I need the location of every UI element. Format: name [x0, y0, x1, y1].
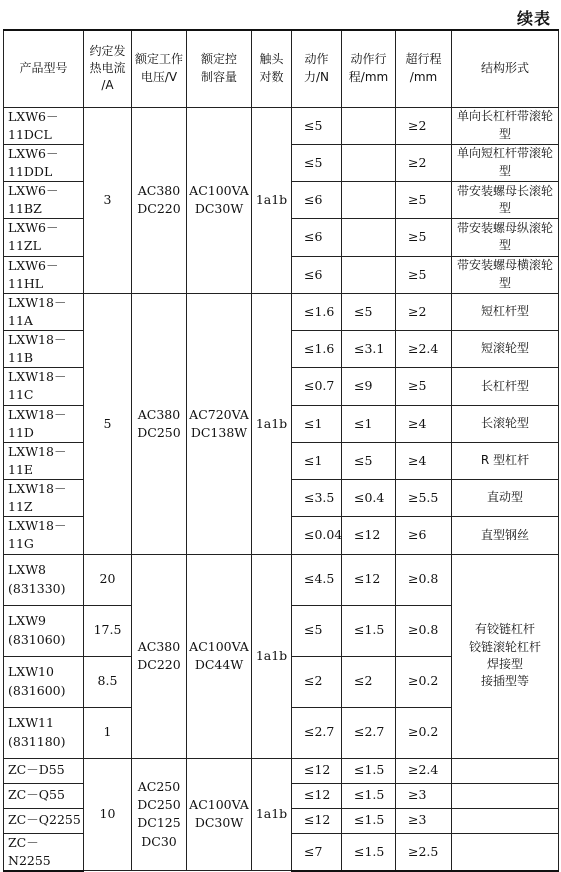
model-cell-line: (831330)	[8, 580, 66, 596]
model-cell-line: (831600)	[8, 682, 66, 698]
force-cell: ≤5	[292, 605, 342, 656]
travel-cell: ≤12	[342, 517, 396, 554]
structure-cell: 直动型	[452, 480, 559, 517]
travel-cell: ≤0.4	[342, 480, 396, 517]
travel-cell: ≤5	[342, 293, 396, 330]
model-cell	[4, 605, 84, 656]
overtravel-cell: ≥4	[396, 442, 452, 479]
continued-label: 续表	[516, 9, 551, 28]
force-cell: ≤5	[292, 107, 342, 144]
model-cell-line: LXW8	[8, 562, 47, 578]
overtravel-cell: ≥0.2	[396, 656, 452, 707]
voltage-cell-line: AC380	[137, 183, 181, 198]
model-cell-line: ZC－D55	[8, 762, 65, 778]
model-cell	[4, 783, 84, 808]
model-cell-line: LXW18－11Z	[8, 481, 67, 515]
model-cell-line: LXW6－11ZL	[8, 220, 59, 254]
capacity-cell	[187, 107, 252, 293]
model-cell	[4, 368, 84, 405]
header-line: 结构形式	[480, 61, 529, 76]
overtravel-cell: ≥2.5	[396, 833, 452, 871]
header-line: 产品型号	[19, 61, 68, 76]
model-cell-line: LXW6－11HL	[8, 257, 59, 291]
header-line: 电压/V	[140, 69, 178, 84]
header-voltage	[132, 30, 187, 107]
travel-cell: ≤9	[342, 368, 396, 405]
force-cell: ≤12	[292, 783, 342, 808]
overtravel-cell: ≥5	[396, 219, 452, 256]
travel-cell: ≤2.7	[342, 707, 396, 758]
model-cell	[4, 144, 84, 181]
header-line: /mm	[409, 69, 438, 84]
capacity-cell-line: AC100VA	[189, 797, 249, 813]
travel-cell: ≤12	[342, 554, 396, 605]
header-contacts	[252, 30, 292, 107]
structure-cell: 单向长杠杆带滚轮型	[452, 107, 559, 144]
model-cell-line: ZC－N2255	[8, 834, 51, 868]
table-row	[4, 293, 559, 330]
structure-cell: R 型杠杆	[452, 442, 559, 479]
travel-cell: ≤5	[342, 442, 396, 479]
force-cell: ≤5	[292, 144, 342, 181]
model-cell-line: LXW18－11G	[8, 518, 67, 552]
model-cell-line: LXW6－11DCL	[8, 108, 59, 142]
structure-cell-line: 铰链滚轮杠杆	[468, 639, 541, 654]
structure-cell: 带安装螺母纵滚轮型	[452, 219, 559, 256]
voltage-cell	[132, 293, 187, 554]
travel-cell	[342, 107, 396, 144]
force-cell: ≤1	[292, 442, 342, 479]
header-line: 程/mm	[348, 69, 389, 84]
structure-cell	[452, 554, 559, 758]
model-cell-line: LXW6－11BZ	[8, 183, 59, 217]
overtravel-cell: ≥0.8	[396, 605, 452, 656]
overtravel-cell: ≥0.2	[396, 707, 452, 758]
overtravel-cell: ≥2	[396, 144, 452, 181]
header-force	[292, 30, 342, 107]
capacity-cell	[187, 758, 252, 871]
travel-cell: ≤3.1	[342, 331, 396, 368]
force-cell: ≤12	[292, 808, 342, 833]
voltage-cell-line: DC250	[137, 797, 181, 813]
contacts-cell: 1a1b	[252, 554, 292, 758]
overtravel-cell: ≥5.5	[396, 480, 452, 517]
force-cell: ≤1.6	[292, 293, 342, 330]
force-cell: ≤1	[292, 405, 342, 442]
capacity-cell-line: DC138W	[190, 424, 248, 440]
model-cell	[4, 405, 84, 442]
header-line: 热电流	[89, 61, 126, 76]
structure-cell: 短滚轮型	[452, 331, 559, 368]
model-cell	[4, 707, 84, 758]
current-cell: 10	[84, 758, 132, 871]
overtravel-cell: ≥0.8	[396, 554, 452, 605]
header-line: /A	[101, 78, 114, 93]
force-cell: ≤6	[292, 182, 342, 219]
model-cell-line: LXW11	[8, 715, 54, 731]
model-cell	[4, 758, 84, 783]
travel-cell	[342, 182, 396, 219]
model-cell-line: ZC－Q55	[8, 787, 65, 803]
capacity-cell-line: DC44W	[194, 657, 244, 672]
voltage-cell-line: AC380	[137, 638, 181, 654]
travel-cell	[342, 219, 396, 256]
structure-cell	[452, 808, 559, 833]
model-cell	[4, 517, 84, 554]
voltage-cell	[132, 554, 187, 758]
force-cell: ≤6	[292, 256, 342, 293]
model-cell-line: (831060)	[8, 631, 66, 647]
header-line: 动作行	[350, 52, 387, 67]
voltage-cell-line: DC220	[137, 657, 181, 672]
current-cell: 1	[84, 707, 132, 758]
header-line: 对数	[259, 69, 284, 84]
model-cell-line: LXW18－11E	[8, 443, 67, 477]
structure-cell-line: 有铰链杠杆	[474, 622, 535, 637]
overtravel-cell: ≥3	[396, 808, 452, 833]
model-cell-line: LXW6－11DDL	[8, 145, 59, 179]
voltage-cell-line: DC30	[141, 833, 177, 849]
capacity-cell-line: AC100VA	[189, 638, 249, 654]
capacity-cell	[187, 554, 252, 758]
header-row	[4, 30, 559, 107]
model-cell-line: (831180)	[8, 733, 66, 749]
structure-cell: 直型钢丝	[452, 517, 559, 554]
force-cell: ≤3.5	[292, 480, 342, 517]
header-current	[84, 30, 132, 107]
voltage-cell-line: AC380	[137, 406, 181, 422]
overtravel-cell: ≥4	[396, 405, 452, 442]
capacity-cell-line: AC100VA	[189, 183, 249, 198]
structure-cell: 带安装螺母长滚轮型	[452, 182, 559, 219]
model-cell-line: ZC－Q2255	[8, 812, 81, 828]
structure-cell: 单向短杠杆带滚轮型	[452, 144, 559, 181]
header-line: 制容量	[200, 69, 237, 84]
voltage-cell-line: DC220	[137, 201, 181, 217]
force-cell: ≤2.7	[292, 707, 342, 758]
model-cell	[4, 833, 84, 871]
header-model	[4, 30, 84, 107]
travel-cell: ≤1.5	[342, 783, 396, 808]
model-cell-line: LXW18－11D	[8, 406, 67, 440]
structure-cell: 长杠杆型	[452, 368, 559, 405]
force-cell: ≤12	[292, 758, 342, 783]
force-cell: ≤7	[292, 833, 342, 871]
table-row	[4, 554, 559, 605]
current-cell: 20	[84, 554, 132, 605]
header-line: 额定工作	[134, 52, 183, 67]
model-cell-line: LXW10	[8, 664, 54, 680]
model-cell	[4, 656, 84, 707]
spec-table	[3, 29, 559, 872]
force-cell: ≤4.5	[292, 554, 342, 605]
structure-cell	[452, 758, 559, 783]
overtravel-cell: ≥2	[396, 107, 452, 144]
voltage-cell	[132, 758, 187, 871]
overtravel-cell: ≥3	[396, 783, 452, 808]
header-capacity	[187, 30, 252, 107]
voltage-cell-line: DC125	[137, 815, 181, 831]
model-cell	[4, 331, 84, 368]
overtravel-cell: ≥5	[396, 368, 452, 405]
structure-cell-line: 焊接型	[486, 657, 523, 671]
overtravel-cell: ≥5	[396, 182, 452, 219]
structure-cell: 短杠杆型	[452, 293, 559, 330]
structure-cell: 长滚轮型	[452, 405, 559, 442]
overtravel-cell: ≥2.4	[396, 758, 452, 783]
structure-cell: 带安装螺母横滚轮型	[452, 256, 559, 293]
table-row	[4, 107, 559, 144]
current-cell: 17.5	[84, 605, 132, 656]
model-cell-line: LXW9	[8, 613, 47, 629]
voltage-cell-line: DC250	[137, 424, 181, 440]
model-cell	[4, 219, 84, 256]
model-cell-line: LXW18－11B	[8, 332, 67, 366]
capacity-cell-line: AC720VA	[189, 406, 249, 422]
header-line: 超行程	[405, 52, 442, 67]
model-cell	[4, 480, 84, 517]
model-cell-line: LXW18－11C	[8, 369, 67, 403]
travel-cell: ≤1.5	[342, 605, 396, 656]
voltage-cell-line: AC250	[137, 779, 181, 795]
table-row	[4, 758, 559, 783]
travel-cell: ≤2	[342, 656, 396, 707]
capacity-cell-line: DC30W	[194, 815, 244, 831]
force-cell: ≤0.7	[292, 368, 342, 405]
header-structure	[452, 30, 559, 107]
travel-cell: ≤1.5	[342, 833, 396, 871]
structure-cell	[452, 783, 559, 808]
contacts-cell: 1a1b	[252, 758, 292, 871]
travel-cell	[342, 256, 396, 293]
header-overtravel	[396, 30, 452, 107]
model-cell	[4, 442, 84, 479]
force-cell: ≤2	[292, 656, 342, 707]
model-cell	[4, 182, 84, 219]
travel-cell: ≤1	[342, 405, 396, 442]
model-cell	[4, 107, 84, 144]
structure-cell	[452, 833, 559, 871]
model-cell	[4, 554, 84, 605]
current-cell: 5	[84, 293, 132, 554]
force-cell: ≤6	[292, 219, 342, 256]
overtravel-cell: ≥2.4	[396, 331, 452, 368]
travel-cell: ≤1.5	[342, 808, 396, 833]
overtravel-cell: ≥5	[396, 256, 452, 293]
force-cell: ≤0.04	[292, 517, 342, 554]
header-line: 力/N	[303, 69, 330, 84]
header-travel	[342, 30, 396, 107]
header-line: 触头	[259, 52, 284, 67]
overtravel-cell: ≥2	[396, 293, 452, 330]
header-line: 约定发	[89, 43, 126, 58]
model-cell-line: LXW18－11A	[8, 294, 67, 328]
header-line: 动作	[304, 52, 329, 67]
model-cell	[4, 808, 84, 833]
model-cell	[4, 256, 84, 293]
capacity-cell-line: DC30W	[194, 201, 244, 217]
header-line: 额定控	[200, 52, 237, 67]
force-cell: ≤1.6	[292, 331, 342, 368]
travel-cell: ≤1.5	[342, 758, 396, 783]
overtravel-cell: ≥6	[396, 517, 452, 554]
capacity-cell	[187, 293, 252, 554]
current-cell: 3	[84, 107, 132, 293]
travel-cell	[342, 144, 396, 181]
structure-cell-line: 接插型等	[480, 674, 529, 689]
contacts-cell: 1a1b	[252, 107, 292, 293]
current-cell: 8.5	[84, 656, 132, 707]
contacts-cell: 1a1b	[252, 293, 292, 554]
voltage-cell	[132, 107, 187, 293]
model-cell	[4, 293, 84, 330]
